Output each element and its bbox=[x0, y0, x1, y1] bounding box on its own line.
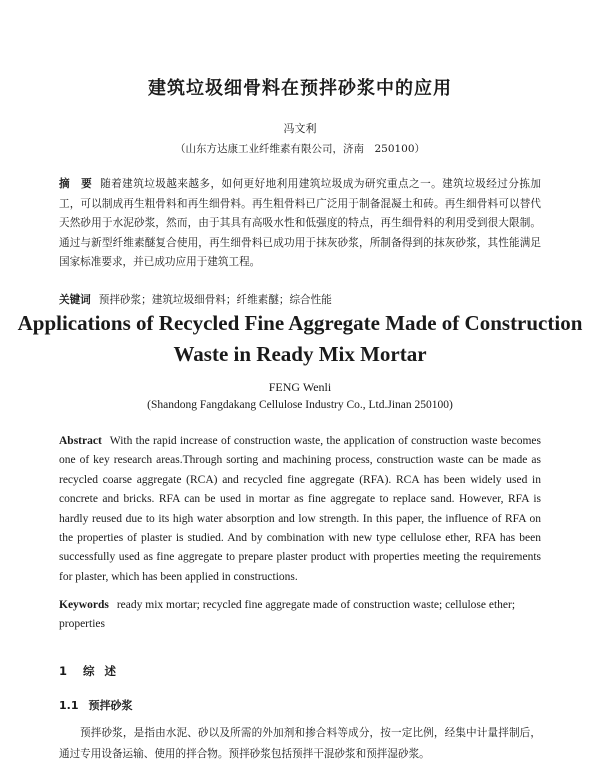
section-1-1-title: 预拌砂浆 bbox=[88, 699, 133, 712]
english-abstract-text: With the rapid increase of construction waste, the application of construction waste becomes one of key research areas.Through sorting and machining process, construction waste can be made as recycled coarse aggregate (RCA) and recycled fine aggregate (RFA). RCA has been widely used in concrete and bricks. RFA can be used in mortar as fine aggregate to replace sand. However, RFA is hardly reused due to its high water absorption and low strength. In this paper, the influence of RFA on the properties of plaster is studied. And by combination with new type cellulose ether, RFA has been successfully used as fine aggregate to prepare plaster product with properties meeting the requirements for plaster, which has been applied in constructions. bbox=[59, 435, 541, 583]
chinese-abstract-text: 随着建筑垃圾越来越多，如何更好地利用建筑垃圾成为研究重点之一。建筑垃圾经过分拣加工，可以制成再生粗骨料和再生细骨料。再生粗骨料已广泛用于制备混凝土和砖。再生细骨料可以替代天然砂用于水泥砂浆，然而，由于其具有高吸水性和低强度的特点，再生细骨料的利用受到很大限制。通过与新型纤维素醚复合使用，再生细骨料已成功用于抹灰砂浆，所制备得到的抹灰砂浆，其性能满足国家标准要求，并已成功应用于建筑工程。 bbox=[59, 178, 542, 268]
chinese-keywords-label: 关键词 bbox=[59, 294, 91, 306]
english-keywords bbox=[59, 596, 541, 635]
section-1-heading bbox=[59, 663, 126, 679]
english-affiliation: (Shandong Fangdakang Cellulose Industry Co., Ltd.Jinan 250100) bbox=[147, 399, 453, 411]
english-keywords-label: Keywords bbox=[59, 599, 109, 611]
chinese-title: 建筑垃圾细骨料在预拌砂浆中的应用 bbox=[148, 78, 452, 99]
chinese-abstract-label: 摘 要 bbox=[59, 178, 93, 190]
chinese-author: 冯文利 bbox=[283, 122, 317, 135]
chinese-abstract bbox=[59, 175, 541, 273]
english-abstract bbox=[59, 432, 541, 587]
section-1-number: 1 bbox=[59, 664, 68, 678]
english-author: FENG Wenli bbox=[268, 380, 332, 394]
english-title: Applications of Recycled Fine Aggregate Made of Construction Waste in Ready Mix Mortar bbox=[17, 311, 583, 366]
section-1-title: 综述 bbox=[83, 664, 127, 678]
chinese-keywords-text: 预拌砂浆；建筑垃圾细骨料；纤维素醚；综合性能 bbox=[98, 294, 332, 306]
english-abstract-label: Abstract bbox=[59, 435, 102, 447]
chinese-keywords bbox=[59, 292, 541, 307]
section-1-1-number: 1.1 bbox=[59, 699, 79, 712]
section-1-1-heading bbox=[59, 697, 133, 713]
chinese-affiliation: （山东方达康工业纤维素有限公司，济南 250100） bbox=[174, 143, 426, 155]
body-paragraph: 预拌砂浆，是指由水泥、砂以及所需的外加剂和掺合料等成分，按一定比例，经集中计量拌制后，通过专用设备运输、使用的拌合物。预拌砂浆包括预拌干混砂浆和预拌湿砂浆。 bbox=[59, 727, 541, 760]
english-keywords-text: ready mix mortar; recycled fine aggregate made of construction waste; cellulose ether; properties bbox=[59, 599, 516, 631]
